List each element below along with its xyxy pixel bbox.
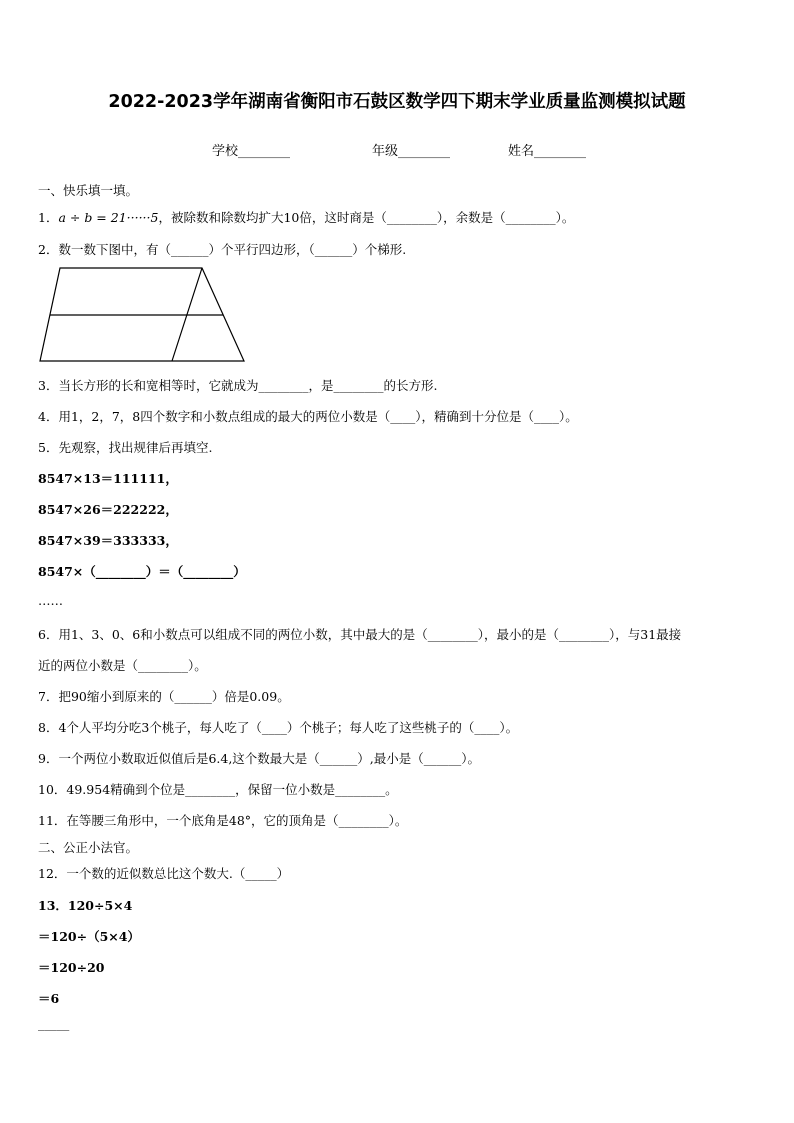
question-5-row-3: 8547×39＝333333， bbox=[38, 533, 178, 548]
school-field: 学校________ bbox=[212, 144, 291, 159]
question-13: 13．120÷5×4 bbox=[38, 898, 133, 913]
question-5: 5．先观察，找出规律后再填空. bbox=[38, 440, 213, 455]
trapezoid-figure bbox=[38, 266, 248, 364]
question-13-step-2: ＝120÷20 bbox=[38, 960, 105, 975]
question-1-formula: a ÷ b = 21······5 bbox=[58, 210, 159, 225]
question-5-row-4: 8547×（________）＝（________） bbox=[38, 564, 246, 579]
question-2: 2．数一数下图中，有（______）个平行四边形，（______）个梯形. bbox=[38, 242, 407, 257]
question-5-row-1: 8547×13＝111111， bbox=[38, 471, 178, 486]
section-1-heading: 一、快乐填一填。 bbox=[38, 183, 139, 198]
question-13-step-1: ＝120÷（5×4） bbox=[38, 929, 140, 944]
question-1-text: ，被除数和除数均扩大10倍，这时商是（________），余数是（________）。 bbox=[158, 210, 575, 225]
grade-field: 年级________ bbox=[372, 144, 451, 159]
section-2-heading: 二、公正小法官。 bbox=[38, 840, 139, 855]
question-5-row-2: 8547×26＝222222， bbox=[38, 502, 178, 517]
question-7: 7．把90缩小到原来的（______）倍是0.09。 bbox=[38, 689, 290, 704]
question-8: 8．4个人平均分吃3个桃子，每人吃了（____）个桃子；每人吃了这些桃子的（____）。 bbox=[38, 720, 519, 735]
question-3: 3．当长方形的长和宽相等时，它就成为________，是________的长方形. bbox=[38, 378, 438, 393]
question-1-number: 1． bbox=[38, 210, 59, 225]
question-6-line-2: 近的两位小数是（________）。 bbox=[38, 658, 207, 673]
question-13-step-3: ＝6 bbox=[38, 991, 60, 1006]
name-field: 姓名________ bbox=[508, 144, 587, 159]
question-12: 12．一个数的近似数总比这个数大.（_____） bbox=[38, 866, 290, 881]
question-13-answer-blank: _____ bbox=[38, 1016, 70, 1031]
question-9: 9．一个两位小数取近似值后是6.4,这个数最大是（______）,最小是（______）。 bbox=[38, 751, 481, 766]
question-5-ellipsis: …… bbox=[38, 593, 63, 608]
question-4: 4．用1，2，7，8四个数字和小数点组成的最大的两位小数是（____），精确到十分位是（____）。 bbox=[38, 409, 578, 424]
page-title: 2022-2023学年湖南省衡阳市石鼓区数学四下期末学业质量监测模拟试题 bbox=[108, 92, 686, 112]
question-6-line-1: 6．用1、3、0、6和小数点可以组成不同的两位小数，其中最大的是（________），最小的是（________），与31最接 bbox=[38, 627, 682, 642]
question-10: 10．49.954精确到个位是________，保留一位小数是________。 bbox=[38, 782, 398, 797]
question-1 bbox=[38, 208, 574, 226]
question-11: 11．在等腰三角形中，一个底角是48°，它的顶角是（________）。 bbox=[38, 813, 408, 828]
